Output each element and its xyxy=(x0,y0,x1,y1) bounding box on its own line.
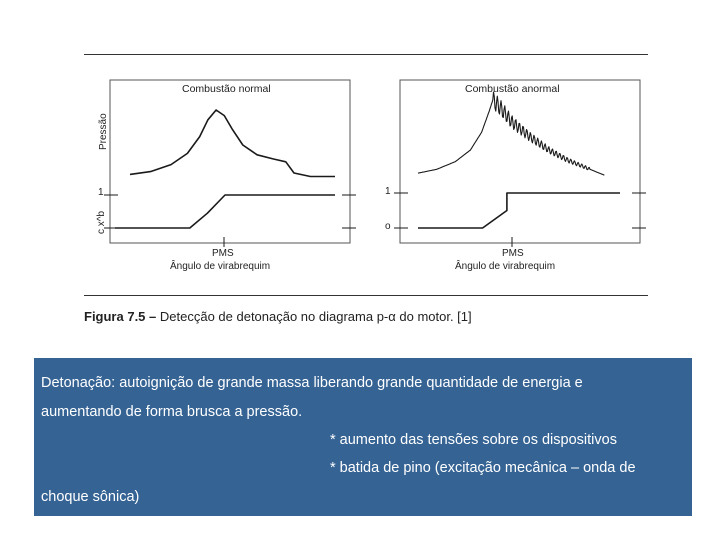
text-box xyxy=(34,358,692,516)
figure-caption xyxy=(84,309,472,324)
left-panel-frame xyxy=(110,80,350,243)
left-panel-title: Combustão normal xyxy=(182,83,271,95)
bottom-rule xyxy=(84,295,648,296)
left-xlabel: Ângulo de virabrequim xyxy=(170,261,271,272)
right-panel-title: Combustão anormal xyxy=(465,83,560,95)
right-panel-frame xyxy=(400,80,640,243)
left-ylabel-pressure: Pressão xyxy=(98,113,109,150)
caption-text: Detecção de detonação no diagrama p-α do motor. [1] xyxy=(159,309,472,324)
caption-prefix: Figura 7.5 – xyxy=(84,309,157,324)
right-pms-label: PMS xyxy=(502,248,524,259)
left-pms-label: PMS xyxy=(212,248,234,259)
right-xlabel: Ângulo de virabrequim xyxy=(455,261,556,272)
left-tick-1: 1 xyxy=(98,187,104,198)
right-tick-1: 1 xyxy=(385,186,391,197)
left-ylabel-burn-fraction: c x^b xyxy=(96,210,107,234)
right-tick-0: o xyxy=(385,221,391,232)
normal-pressure-curve xyxy=(130,110,335,177)
left-burn-fraction-curve xyxy=(115,195,335,228)
text-line-3: * aumento das tensões sobre os dispositivos xyxy=(330,432,617,448)
text-line-1: Detonação: autoignição de grande massa liberando grande quantidade de energia e xyxy=(41,375,583,391)
text-line-4: * batida de pino (excitação mecânica – onda de xyxy=(330,460,636,476)
right-burn-fraction-curve xyxy=(418,193,620,228)
knock-pressure-curve xyxy=(418,92,604,175)
text-line-5: choque sônica) xyxy=(41,489,140,505)
text-line-2: aumentando de forma brusca a pressão. xyxy=(41,404,303,420)
